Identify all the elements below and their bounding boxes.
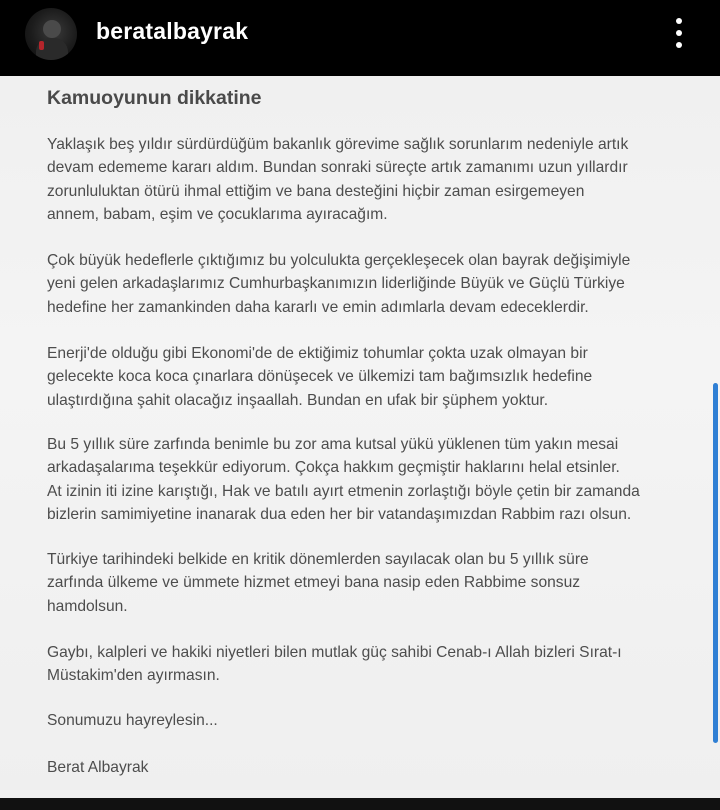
statement-signature: Berat Albayrak bbox=[47, 759, 149, 776]
statement-paragraph-3: Enerji'de olduğu gibi Ekonomi'de de ektiğimiz tohumlar çokta uzak olmayan bir gelecekte koca koca çınarlara dönüşecek ve ülkemizi tam bağımsızlık hedefine ulaştırdığına şahit olacağız inşaallah. Bundan en ufak bir şüphem yoktur. bbox=[47, 345, 593, 409]
statement-paragraph-1: Yaklaşık beş yıldır sürdürdüğüm bakanlık görevime sağlık sorunlarım nedeniyle artık devam edememe kararı aldım. Bundan sonraki süreçte artık zamanımı uzun yıllardır zorunluluktan ötürü ihmal ettiğim ve bana desteğini hiçbir zaman esirgemeyen annem, babam, eşim ve çocuklarıma ayıracağım. bbox=[47, 136, 629, 223]
post-header bbox=[0, 0, 720, 76]
statement-title: Kamuoyunun dikkatine bbox=[47, 87, 262, 109]
more-vertical-icon-dot-2 bbox=[676, 30, 682, 36]
statement-paragraph-4: Bu 5 yıllık süre zarfında benimle bu zor ama kutsal yükü yüklenen tüm yakın mesai arkadaşalarıma teşekkür ediyorum. Çokça hakkım geçmiştir haklarını helal etsinler. At izinin iti izine karıştığı, Hak ve batılı ayırt etmenin zorlaştığı böyle çetin bir zamanda bizlerin samimiyetine inanarak dua eden her bir vatandaşımızdan Rabbim razı olsun. bbox=[47, 436, 640, 523]
statement-closing: Sonumuzu hayreylesin... bbox=[47, 712, 218, 729]
bottom-edge-bar bbox=[0, 798, 720, 810]
profile-avatar[interactable] bbox=[25, 8, 77, 60]
more-vertical-icon bbox=[676, 18, 682, 24]
more-options-button[interactable] bbox=[664, 14, 694, 52]
avatar-flag-pin bbox=[39, 41, 44, 50]
statement-paragraph-6: Gaybı, kalpleri ve hakiki niyetleri bilen mutlak güç sahibi Cenab-ı Allah bizleri Sırat-ı Müstakim'den ayırmasın. bbox=[47, 644, 622, 685]
statement-paragraph-5: Türkiye tarihindeki belkide en kritik dönemlerden sayılacak olan bu 5 yıllık süre zarfında ülkeme ve ümmete hizmet etmeyi bana nasip eden Rabbime sonsuz hamdolsun. bbox=[47, 551, 589, 615]
scroll-indicator[interactable] bbox=[713, 383, 718, 743]
username-label[interactable]: beratalbayrak bbox=[96, 18, 249, 44]
more-vertical-icon-dot-3 bbox=[676, 42, 682, 48]
avatar-head-shape bbox=[43, 20, 61, 38]
statement-paragraph-2: Çok büyük hedeflerle çıktığımız bu yolculukta gerçekleşecek olan bayrak değişimiyle yeni gelen arkadaşlarımız Cumhurbaşkanımızın liderliğinde Büyük ve Güçlü Türkiye hedefine her zamankinden daha kararlı ve emin adımlarla devam edeceklerdir. bbox=[47, 252, 631, 316]
